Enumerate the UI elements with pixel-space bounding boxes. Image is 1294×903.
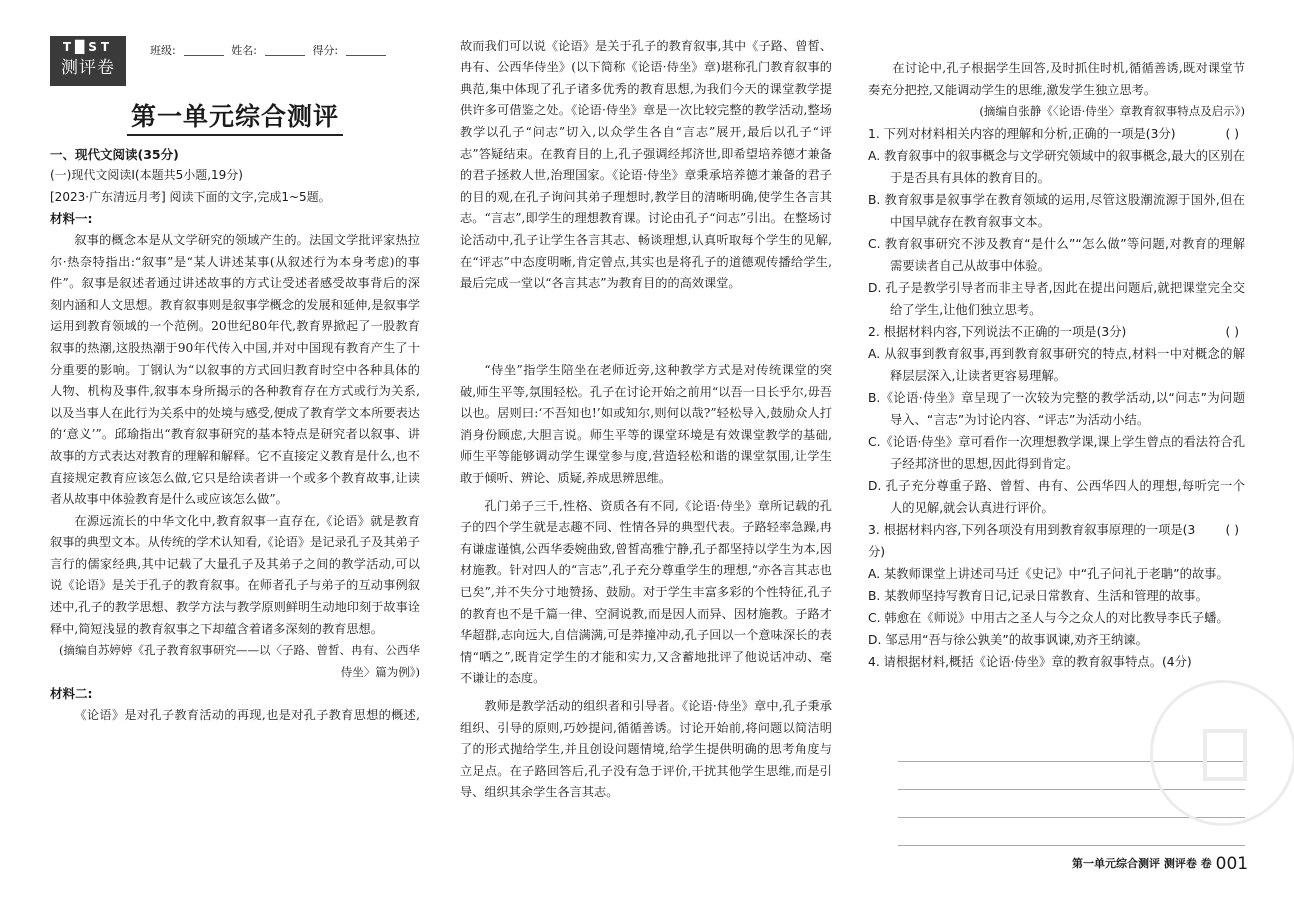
test-logo — [50, 36, 126, 86]
answer-paren[interactable]: ( ) — [1225, 324, 1239, 339]
watermark-seal-icon — [1150, 680, 1294, 826]
subsection-heading: (一)现代文阅读Ⅰ(本题共5小题,19分) — [50, 168, 243, 183]
option-a: A. 某教师课堂上讲述司马迁《史记》中“孔子问礼于老聃”的故事。 — [868, 566, 1229, 581]
page-footer — [1072, 854, 1248, 874]
answer-paren[interactable]: ( ) — [1225, 522, 1239, 537]
student-info-fields — [150, 40, 390, 62]
page-number: 001 — [1215, 854, 1249, 874]
question-stem: 2. 根据材料内容,下列说法不正确的一项是(3分) — [868, 324, 1127, 339]
material2-paragraph-start: 《论语》是对孔子教育活动的再现,也是对孔子教育思想的概述, — [74, 708, 420, 723]
question-3 — [868, 519, 1245, 651]
option-c: C. 教育叙事研究不涉及教育“是什么”“怎么做”等问题,对教育的理解需要读者自己从故事中体验。 — [868, 236, 1245, 273]
header — [50, 36, 420, 92]
column-left — [50, 36, 420, 727]
option-c: C.《论语·侍坐》章可看作一次理想教学课,课上学生曾点的看法符合孔子经邦济世的思想,因此得到肯定。 — [868, 434, 1245, 471]
option-c: C. 韩愈在《师说》中用古之圣人与今之众人的对比教导李氏子蟠。 — [868, 610, 1229, 625]
logo-bottom-text: 测评卷 — [61, 58, 115, 78]
material2-continued-clip — [460, 36, 832, 360]
material2-p4-clip — [460, 696, 832, 804]
option-d: D. 邹忌用“吾与徐公孰美”的故事讽谏,劝齐王纳谏。 — [868, 632, 1148, 647]
answer-paren[interactable]: ( ) — [1225, 126, 1239, 141]
material2-source: (摘编自张静《〈论语·侍坐〉章教育叙事特点及启示》) — [979, 104, 1245, 119]
name-field[interactable] — [265, 44, 305, 56]
material2-label: 材料二: — [50, 686, 93, 702]
answer-line[interactable] — [898, 826, 1245, 846]
option-a: A. 教育叙事中的叙事概念与文学研究领域中的叙事概念,最大的区别在于是否具有具体的教育目的。 — [868, 148, 1245, 185]
material2-start-clip — [50, 705, 420, 727]
material2-paragraph: 孔门弟子三千,性格、资质各有不同,《论语·侍坐》章所记载的孔子的四个学生就是志趣不同、性情各异的典型代表。子路轻率急躁,冉有谦虚谨慎,公西华委婉曲致,曾皙高雅宁静,孔子都坚持以学生为本,因材施教。针对四人的“言志”,孔子充分尊重学生的理想,“亦各言其志也已矣”,并不失分寸地赞扬、鼓励。对于学生丰富多彩的个性特征,孔子的教育也不是千篇一律、空洞说教,而是因人而异、因材施教。子路才华超群,志向远大,自信满满,可是莽撞冲动,孔子回以一个意味深长的表情“哂之”,既肯定学生的才能和实力,又含蓄地批评了他说话冲动、毫不谦让的态度。 — [460, 498, 832, 686]
score-field[interactable] — [346, 44, 386, 56]
logo-top-text: T█ST — [62, 40, 114, 54]
section-heading: 一、现代文阅读(35分) — [50, 146, 179, 162]
instruction-text: [2023·广东清远月考] 阅读下面的文字,完成1~5题。 — [50, 189, 331, 204]
material2-paragraph-continued: 故而我们可以说《论语》是关于孔子的教育叙事,其中《子路、曾皙、冉有、公西华侍坐》(以下简称《论语·侍坐》章)堪称孔门教育叙事的典范,集中体现了孔子诸多优秀的教育思想,为我们今天的课堂教学提供许多可借鉴之处。《论语·侍坐》章是一次比较完整的教学活动,整场教学以孔子“问志”切入,以众学生各自“言志”展开,最后以孔子“评志”答疑结束。在教育目的上,孔子强调经邦济世,即希望培养德才兼备的君子拯救人世,治理国家。《论语·侍坐》章秉承培养德才兼备的君子的目的观,在孔子询问其弟子理想时,教学目的清晰明确,使学生各言其志。“言志”,即学生的理想教育课。讨论由孔子“问志”引出。在整场讨论活动中,孔子让学生各言其志、畅谈理想,认真听取每个学生的见解,在“评志”中态度明晰,肯定曾点,其实也是将孔子的道德观传播给学生,最后完成一堂以“各言其志”为教育目的的高效课堂。 — [460, 38, 832, 291]
question-4 — [868, 651, 1245, 673]
score-label: 得分: — [312, 44, 339, 57]
option-b: B.《论语·侍坐》章呈现了一次较为完整的教学活动,以“问志”为问题导入、“言志”为讨论内容、“评志”为活动小结。 — [868, 390, 1245, 427]
option-b: B. 教育叙事是叙事学在教育领域的运用,尽管这股潮流源于国外,但在中国早就存在教育叙事文本。 — [868, 192, 1245, 229]
material2-paragraph: 教师是教学活动的组织者和引导者。《论语·侍坐》章中,孔子秉承组织、引导的原则,巧妙提问,循循善诱。讨论开始前,将问题以简洁明了的形式抛给学生,并且创设问题情境,给学生提供明确的思考角度与立足点。在子路回答后,孔子没有急于评价,干扰其他学生思维,而是引导、组织其余学生各言其志。 — [460, 698, 832, 800]
column-right — [868, 36, 1245, 673]
question-stem: 1. 下列对材料相关内容的理解和分析,正确的一项是(3分) — [868, 126, 1176, 141]
column-middle — [460, 36, 832, 804]
material1-paragraph: 在源远流长的中华文化中,教育叙事一直存在,《论语》就是教育叙事的典型文本。从传统的学术认知看,《论语》是记录孔子及其弟子言行的儒家经典,其中记载了大量孔子及其弟子之间的教学活动,可以说《论语》是关于孔子的教育叙事。在师者孔子与弟子的互动事例叙述中,孔子的教学思想、教学方法与教学原则鲜明生动地印刻于故事诠释中,简短浅显的教育叙事之下却蕴含着诸多深刻的教育思想。 — [50, 513, 420, 636]
option-a: A. 从叙事到教育叙事,再到教育叙事研究的特点,材料一中对概念的解释层层深入,让读者更容易理解。 — [868, 346, 1245, 383]
material1-paragraph: 叙事的概念本是从文学研究的领域产生的。法国文学批评家热拉尔·热奈特指出:“叙事”是“某人讲述某事(从叙述行为本身考虑)的事件”。叙事是叙述者通过讲述故事的方式让受述者感受故事背后的深刻内涵和人文思想。教育叙事则是叙事学概念的发展和延伸,是叙事学运用到教育领域的一个范例。20世纪80年代,教育界掀起了一股教育叙事的热潮,这股热潮于90年代传入中国,并对中国现有教育产生了十分重要的影响。丁钢认为“以叙事的方式回归教育时空中各种具体的人物、机构及事件,叙事本身所揭示的各种教育存在方式或行为关系,以及当事人在此行为关系中的处境与感受,便成了教育学文本所要表达的‘意义’”。邱瑜指出“教育叙事研究的基本特点是研究者以叙事、讲故事的方式表达对教育的理解和解释。它不直接定义教育是什么,也不直接规定教育应该怎么做,它只是给读者讲一个或多个教育故事,让读者从故事中体验教育是什么或应该怎么做”。 — [50, 232, 420, 507]
material2-paragraph: 在讨论中,孔子根据学生回答,及时抓住时机,循循善诱,既对课堂节奏充分把控,又能调动学生的思维,激发学生独立思考。 — [868, 61, 1245, 97]
material2-paragraph: “侍坐”指学生陪坐在老师近旁,这种教学方式是对传统课堂的突破,师生平等,氛围轻松。孔子在讨论开始之前用“以吾一日长乎尔,毋吾以也。居则曰:‘不吾知也!’如或知尔,则何以哉?”轻松导入,鼓励众人打消身份顾虑,大胆言说。师生平等的课堂环境是有效课堂教学的基础,师生平等能够调动学生课堂参与度,营造轻松和谐的课堂氛围,让学生敢于倾听、辨论、质疑,养成思辨思维。 — [460, 363, 832, 485]
question-stem: 3. 根据材料内容,下列各项没有用到教育叙事原理的一项是(3分) — [868, 522, 1196, 559]
questions — [868, 123, 1245, 673]
question-stem: 4. 请根据材料,概括《论语·侍坐》章的教育叙事特点。(4分) — [868, 654, 1192, 669]
material1-source: (摘编自苏婷婷《孔子教育叙事研究——以〈子路、曾皙、冉有、公西华侍坐〉篇为例》) — [59, 643, 420, 679]
material1-label: 材料一: — [50, 211, 93, 227]
question-1 — [868, 123, 1245, 321]
class-label: 班级: — [150, 44, 176, 57]
option-d: D. 孔子充分尊重子路、曾皙、冉有、公西华四人的理想,每听完一个人的见解,就会认真进行评价。 — [868, 478, 1245, 515]
page-title: 第一单元综合测评 — [50, 106, 420, 128]
question-2 — [868, 321, 1245, 519]
footer-label: 第一单元综合测评 测评卷 卷 — [1072, 857, 1212, 870]
option-b: B. 某教师坚持写教育日记,记录日常教育、生活和管理的故事。 — [868, 588, 1208, 603]
material2-p4-end-clip — [868, 36, 1245, 58]
class-field[interactable] — [184, 44, 224, 56]
option-d: D. 孔子是教学引导者而非主导者,因此在提出问题后,就把课堂完全交给了学生,让他们独立思考。 — [868, 280, 1245, 317]
name-label: 姓名: — [231, 44, 257, 57]
